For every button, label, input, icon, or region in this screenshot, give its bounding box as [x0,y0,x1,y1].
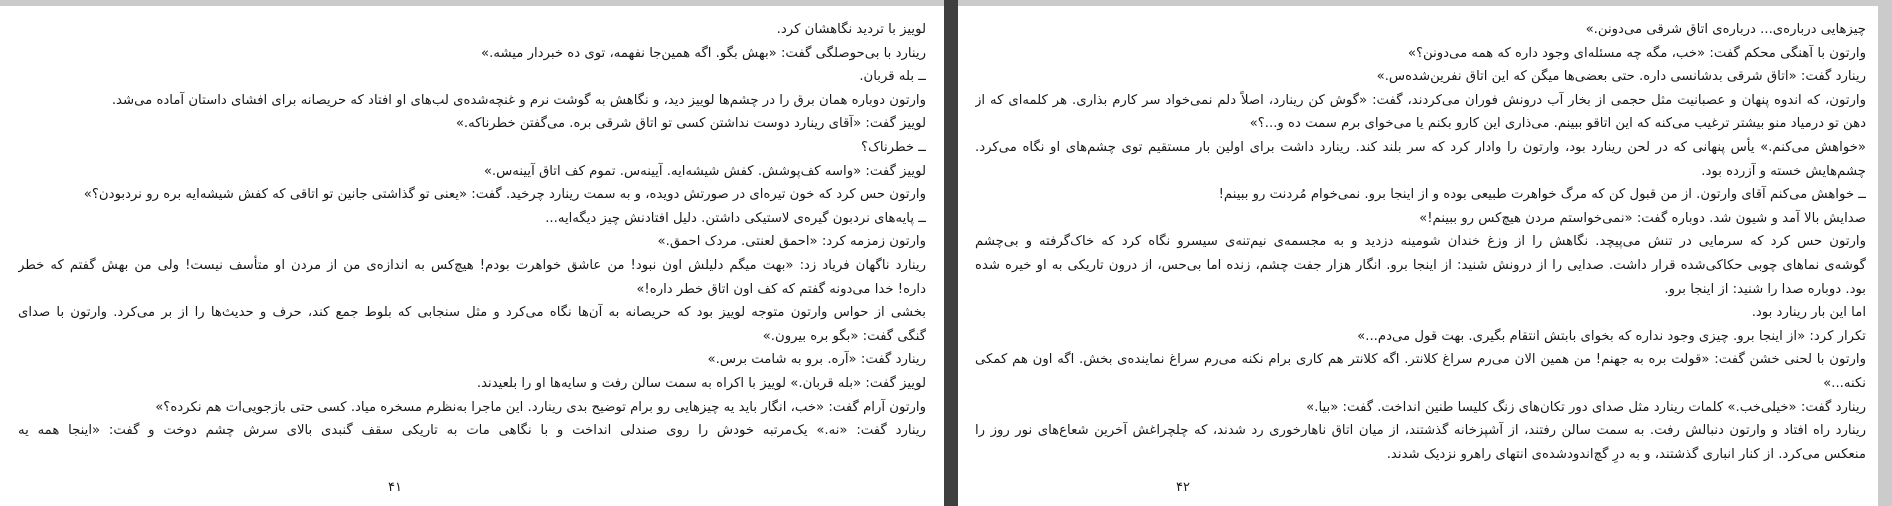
text-line: وارتون حس کرد که خون تیره‌ای در صورتش دویده، و به سمت رینارد چرخید. گفت: «یعنی تو گذاشتی جانین تو اتاقی که کفش شیشه‌ایه بره رو نردبودن؟» [83,187,926,203]
paragraph [18,160,926,184]
paragraph [18,372,926,396]
text-line: وارتون با لحنی خشن گفت: «قولت بره به جهنم! من همین الان می‌رم سراغ کلانتر. اگه کلانتر هم کاری برام نکنه می‌رم سراغ نماینده‌ی بخش. اگه اون هم کمکی [975,352,1866,368]
paragraph [975,18,1866,42]
paragraph [18,301,926,348]
paragraph [18,254,926,301]
text-line: اما این بار رینارد بود. [1751,305,1866,321]
text-line: رینارد ناگهان فریاد زد: «بهت میگم دلیلش اون نبود! من عاشق خواهرت بودم! هیچ‌کس به اندازه‌ی من از مردن او متأسف نیست! ولی من بهش گفتم که خطر [18,257,926,273]
page-gutter [944,0,958,506]
text-line: چیزهایی درباره‌ی... درباره‌ی اتاق شرقی می‌دونن.» [1585,22,1866,37]
paragraph [975,348,1866,395]
paragraph [18,65,926,89]
text-line: نکنه...» [1823,375,1866,391]
paragraph [975,301,1866,325]
text-line: ــ بله قربان. [859,69,926,85]
text-line: منعکس می‌کرد. از کنار انباری گذشتند، و به درِ گچ‌اندودشده‌ی انتهای راهرو نزدیک شدند. [1386,446,1866,462]
paragraph [975,325,1866,349]
text-line: وارتون آرام گفت: «خب، انگار باید یه چیزهایی رو برام توضیح بدی رینارد. این ماجرا به‌نظرم مسخره میاد. کسی حتی بازجویی‌ات هم نکرده؟» [155,399,926,415]
text-line: بود. دوباره صدا را شنید: از اینجا برو. [1664,281,1866,297]
text-line: وارتون، که اندوه پنهان و عصبانیت مثل حجمی از بخار آب درونش فوران می‌کردند، گفت: «گوش کن رینارد، اصلاً دلم نمی‌خواد سر کارم بذاری. هر کلمه‌ای که از [975,92,1866,108]
text-line: گوشه‌ی نماهای چوبی حکاکی‌شده قرار داشت. صدایی را از درونش شنید: از اینجا برو. انگار هزار جفت چشم، زنده اما بی‌حس، از درون تاریکی به او خیره شده [975,257,1866,273]
text-line: ــ خواهش می‌کنم آقای وارتون. از من قبول کن که مرگ خواهرت طبیعی بوده و از اینجا برو. نمی‌خوام مُردنت رو ببینم! [1218,187,1866,203]
text-line: وارتون زمزمه کرد: «احمق لعنتی. مردک احمق.» [657,234,926,250]
paragraph [18,18,926,42]
paragraph [18,112,926,136]
text-line: رینارد با بی‌حوصلگی گفت: «بهش بگو. اگه همین‌جا نفهمه، توی ده خبردار میشه.» [481,45,926,61]
text-line: گنگی گفت: «بگو بره بیرون.» [762,328,926,344]
paragraph [975,396,1866,420]
text-line: وارتون دوباره همان برق را در چشم‌ها لوییز دید، و نگاهش به گوشت نرم و غنچه‌شده‌ی لب‌های او افتاد که حریصانه برای افشای داستان آماده می‌شد. [111,92,926,108]
paragraph [975,230,1866,301]
text-line: وارتون با آهنگی محکم گفت: «خب، مگه چه مسئله‌ای وجود داره که همه می‌دونن؟» [1407,45,1866,61]
text-line: «خواهش می‌کنم.» یأس پنهانی که در لحن رینارد بود، وارتون را وادار کرد که سر بلند کند. رینارد داشت برای اولین بار مستقیم توی چشم‌های او نگاه می‌کرد. [975,139,1866,155]
text-line: لوییز گفت: «بله قربان.» لوییز با اکراه به سمت سالن رفت و سایه‌ها او را بلعیدند. [476,375,926,391]
text-line: رینارد گفت: «اتاق شرقی بدشانسی داره. حتی بعضی‌ها میگن که این اتاق نفرین‌شده‌س.» [1376,69,1866,85]
text-line: تکرار کرد: «از اینجا برو. چیزی وجود نداره که بخوای بابتش انتقام بگیری. بهت قول می‌دم...» [1357,328,1866,344]
paragraph [975,183,1866,207]
paragraph [18,396,926,420]
text-line: چشم‌هایش خسته و آزرده بود. [1701,163,1866,179]
paragraph [18,207,926,231]
paragraph [18,419,926,443]
text-line: رینارد راه افتاد و وارتون دنبالش رفت. به سمت سالن رفتند، از آشپزخانه گذشتند، از میان اتاق ناهارخوری رد شدند، که چلچراغش آخرین شعاع‌های نور روز را [975,423,1866,439]
paragraph [975,136,1866,183]
text-line: رینارد گفت: «آره. برو به شامت برس.» [707,352,926,368]
text-line: داره! خدا می‌دونه گفتم که کف اون اتاق خطر داره!» [636,281,926,297]
paragraph [18,348,926,372]
text-line: بخشی از حواس وارتون متوجه لوییز بود که حریصانه به آن‌ها نگاه می‌کرد و مثل سنجابی که بلوط جمع کند، حرف و حدیث‌ها را از بر می‌کرد. وارتون با صدای [18,305,926,321]
text-line: لوییز گفت: «آقای رینارد دوست نداشتن کسی تو اتاق شرقی بره. می‌گفتن خطرناکه.» [455,116,926,132]
left-page [0,6,944,506]
text-line: لوییز با تردید نگاهشان کرد. [776,22,926,37]
paragraph [18,183,926,207]
paragraph [975,419,1866,466]
text-line: لوییز گفت: «واسه کف‌پوشش. کفش شیشه‌ایه. آیینه‌س. تموم کف اتاق آیینه‌س.» [483,163,926,179]
text-line: ــ پایه‌های نردبون گیره‌ی لاستیکی داشتن. دلیل افتادنش چیز دیگه‌ایه... [545,210,926,226]
paragraph [18,230,926,254]
text-line: صدایش بالا آمد و شیون شد. دوباره گفت: «نمی‌خواستم مردن هیچ‌کس رو ببینم!» [1419,210,1866,226]
page-number: ۴۱ [388,480,402,495]
text-line: وارتون حس کرد که سرمایی در تنش می‌پیچد. نگاهش را از وزغ خندان شومینه دزدید و به مجسمه‌ی نیم‌تنه‌ی سیسرو نگاه کرد که خاک‌گرفته و بی‌چشم [975,234,1866,250]
page-number: ۴۲ [1176,480,1190,495]
paragraph [975,42,1866,66]
page-text [975,18,1866,466]
paragraph [975,207,1866,231]
paragraph [975,89,1866,136]
right-page [958,6,1878,506]
paragraph [975,65,1866,89]
paragraph [18,136,926,160]
paragraph [18,89,926,113]
paragraph [18,42,926,66]
text-line: رینارد گفت: «نه.» یک‌مرتبه خودش را روی صندلی انداخت و با نگاهی مات به تاریکی سقف گنبدی بالای سرش چشم دوخت و گفت: «اینجا همه یه [18,423,926,439]
page-text [18,18,926,443]
text-line: ــ خطرناک؟ [861,139,926,155]
text-line: دهن تو درمیاد منو بیشتر ترغیب می‌کنه که این اتاقو ببینم. می‌ذاری این کارو بکنم یا می‌خوای برم سمت ده و...؟» [1249,116,1866,132]
text-line: رینارد گفت: «خیلی‌خب.» کلمات رینارد مثل صدای دور تکان‌های زنگ کلیسا طنین انداخت. گفت: «بیا.» [1306,399,1866,415]
